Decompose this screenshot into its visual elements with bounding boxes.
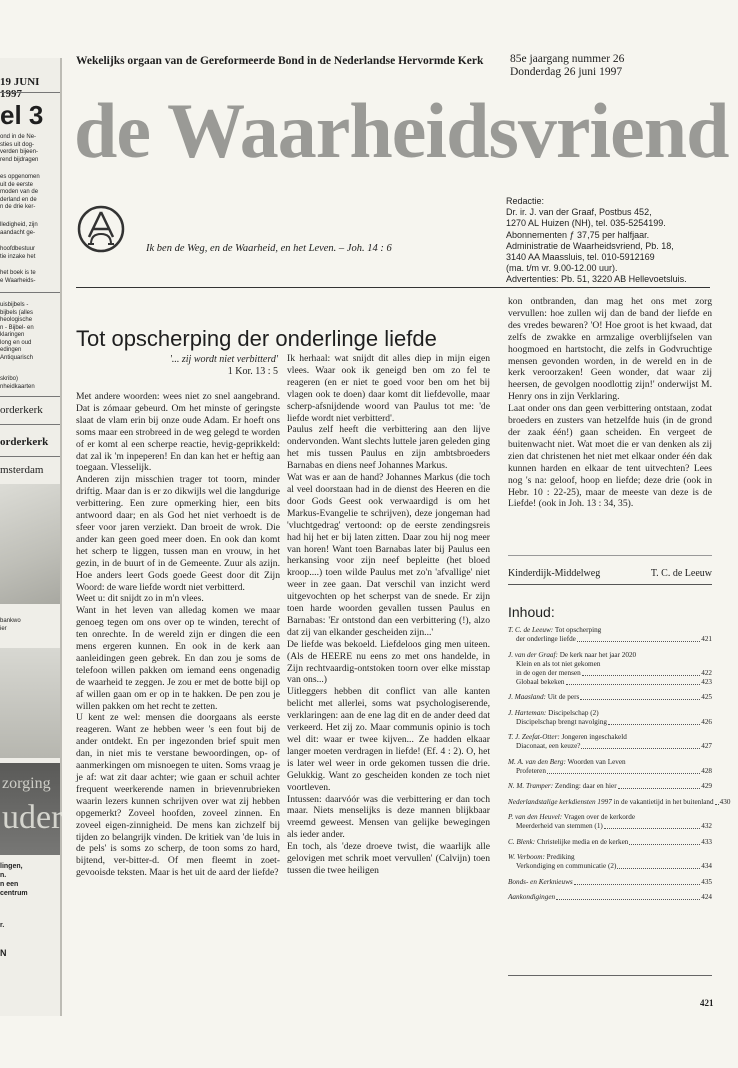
toc-page: 433 bbox=[701, 837, 712, 846]
toc-page: 423 bbox=[701, 677, 712, 686]
strip-dark-ad: zorging uder bbox=[0, 763, 60, 855]
toc-entry: J. Maasland: Uit de pers 425 bbox=[508, 693, 712, 701]
signoff-author: T. C. de Leeuw bbox=[650, 568, 712, 579]
article-column-2: Ik herhaal: wat snijdt dit alles diep in mijn eigen vlees. Waar ook ik geneigd ben om zo fel te reageren (en er niet te goed voor ben om het bij vlagen ook te doen) daar komt dit liefdevolle, maar scherp-afsnijdende woord van Paulus tot me: 'de liefde wordt niet verbitterd'. Paulus zelf heeft die verbittering aan den lijve ondervonden. Want slechts luttele jaren geleden ging het mis tussen Paulus en zijn ambtsbroeders Barnabas en diens neef Johannes Markus. Wat was er aan de hand? Johannes Markus (die toch al veel doorstaan had in de dienst des Heeren en die door Gods Geest ook verwaardigd is om het Markus-Evangelie te schrijven), deze jongeman had 'vluchtgedrag' vertoond: op de eerste zendingsreis had hij het er bij laten zitten. Daar zou hij nog meer van horen! Want toen Barnabas later bij Paulus een herkansing voor zijn neef bepleitte (het bloed kroop....) toen wilde Paulus met zo'n 'afvallige' niet weer in zee gaan. Dat verschil van inzicht werd uitgevochten op het scherpst van de snede. Er zijn toen harde woorden gevallen tussen Paulus en Barnabas: 'Er ontstond dan een verbittering (!), alzo dat zij van elkander gescheiden zijn...' De liefde was bekoeld. Liefdeloos ging men uiteen. (Als de HEERE nu eens zo met ons handelde, in Zijn rechtvaardig-ontstoken toorn over elke misstap van ons...) Uitleggers hebben dit conflict van alle kanten belicht met allerlei, soms wat psychologiserende, verklaringen: aan de ene lag dit en de ander deed dat verkeerd. Het zij zo. Maar communis opinio is toch wel dit: waar er twee kijven... Ze hadden elkaar langer moeten verdragen in liefde! (Ef. 4 : 2). O, het is later wel weer in orde gekomen tussen die drie. Gelukkig. Want zo gescheiden konden ze toch niet voortleven. Intussen: daarvóór was die verbittering er dan toch maar. Niets menselijks is deze mannen blijkbaar vreemd geweest. Mensen van gelijke bewegingen als ieder ander. En toch, als 'deze droeve twist, die waarlijk alle gelovigen met schrik moet vervullen' (Calvijn) toen tussen die twee heiligen bbox=[287, 353, 490, 876]
toc-entry: Nederlandstalige kerkdiensten 1997 in de vakantietijd in het buitenland 430 bbox=[508, 797, 731, 806]
toc-author: Nederlandstalige kerkdiensten 1997 bbox=[508, 797, 612, 806]
masthead-title: de Waarheidsvriend bbox=[74, 87, 729, 174]
strip-text-1: ond in de Ne- sties uit dog- verden bijeen- rend bijdragen bbox=[0, 134, 39, 163]
toc-author: J. Maasland: bbox=[508, 693, 546, 701]
strip-text-2: es opgenomen uit de eerste moden van de derland en de n de drie ker- bbox=[0, 174, 40, 210]
header-divider bbox=[76, 287, 710, 288]
toc-entry: T. C. de Leeuw: Tot opscherping der onderlinge liefde 421 bbox=[508, 626, 712, 643]
strip-photo bbox=[0, 484, 60, 604]
toc-page: 432 bbox=[701, 822, 712, 830]
issue-volume: 85e jaargang nummer 26 bbox=[510, 53, 625, 65]
issue-date: Donderdag 26 juni 1997 bbox=[510, 66, 623, 78]
toc-entry: P. van den Heuvel: Vragen over de kerkorde Meerderheid van stemmen (1) 432 bbox=[508, 813, 712, 830]
editorial-info: Redactie: Dr. ir. J. van der Graaf, Postbus 452, 1270 AL Huizen (NH), tel. 035-5254199. Abonnementen ƒ 37,75 per halfjaar. Administratie de Waarheidsvriend, Pb. 18, 3140 AA Maassluis, tel. 010-5912169 (ma. t/m vr. 9.00-12.00 uur). Advertenties: Pb. 51, 3220 AB Hellevoetsluis. bbox=[506, 196, 687, 285]
toc-entry: J. Harteman: Discipelschap (2) Discipelschap brengt navolging 426 bbox=[508, 708, 712, 726]
toc-page: 421 bbox=[701, 635, 712, 643]
strip-head-1: orderkerk bbox=[0, 404, 43, 416]
strip-text-6: lingen, n. n een centrum bbox=[0, 863, 28, 897]
strip-date: 19 JUNI 1997 bbox=[0, 76, 40, 100]
toc-author: N. M. Tramper: bbox=[508, 782, 554, 790]
article-title: Tot opscherping der onderlinge liefde bbox=[76, 326, 437, 351]
toc-page: 422 bbox=[701, 668, 712, 677]
article-column-1: Met andere woorden: wees niet zo snel aangebrand. Dat is zómaar gebeurd. Om het minste of geringste slaat de vlam erin bij onze oude Adam. Er hoeft ons soms maar een strobreed in de weg gelegd te worden of er komt al een scherpe reactie, hevig-geprikkeld: dat zal ik 'm inpeperen! En dan kan het er heftig aan toegaan. Vlesselijk. Anderen zijn misschien trager tot toorn, minder driftig. Maar dan is er zo dikwijls wel die langdurige verbittering. Een zure opmerking hier, een bits antwoord daar; en als God het niet verhoedt is de sfeer voor jaren verziekt. Dan broeit de wrok. Die ander kan geen goed meer doen. En ook dan komt het scherp te liggen, tussen man en vrouw, in het gezin, in de buurt of in de Gemeente. Zuur als azijn. Hoe anders leert Gods goede Geest door dit Zijn Woord: de ware liefde wordt niet verbitterd. Weet u: dit snijdt zo in m'n vlees. Want in het leven van alledag komen we maar genoeg tegen om ons over op te winden, terecht of ten onrechte. In de wereld zijn er dingen die een mens ergeren kunnen. En ook in de kerk aan aanleidingen geen gebrek. En dan zou je soms de telefoon willen pakken om iemand eens ongenadig de waarheid te zeggen. Je zou er met de botte bijl op af willen gaan om er op in te hakken. De pen zou je willen pakken om het recht te zetten. U kent ze wel: mensen die doorgaans als eerste reageren. Want ze hebben weer 's een fout bij de ander ontdekt. En per ingezonden brief spuit men dan, in niet mis te verstane bewoordingen, op- of aanmerkingen om misnoegen te uiten. Soms vraag je je af: wat zit daar achter; wie gaan er schuil achter frequent weerkerende namen in brievenrubrieken waarin lezers kunnen schrijven over wat zij hebben opgemerkt? Zoveel hoofden, zoveel zinnen. En zoveel eigen-zinnigheid. De mens kan zichzelf bij tijden zo belangrijk vinden. De kritiek van 'de luis in de pels' is soms zo scherp, de toon soms zo hard, bijtend, ver-bitter-d. Of men fleemt in zoet-gevooisde teksten. Maar is het uit de aard der liefde? bbox=[76, 391, 280, 879]
issue-info bbox=[510, 53, 624, 79]
strip-text-7: r. bbox=[0, 922, 5, 929]
toc-page: 428 bbox=[701, 766, 712, 775]
toc-page: 429 bbox=[701, 782, 712, 790]
table-of-contents bbox=[508, 626, 731, 909]
toc-entry: T. J. Zeefat-Otter: Jongeren ingeschakeld Diaconaat, een keuze? 427 bbox=[508, 733, 712, 750]
toc-entry: N. M. Tramper: Zending: daar en hier 429 bbox=[508, 782, 712, 790]
toc-author: C. Blenk: bbox=[508, 837, 536, 846]
strip-photo-2 bbox=[0, 648, 60, 758]
article-quote: '... zij wordt niet verbitterd' 1 Kor. 13 : 5 bbox=[169, 354, 278, 377]
strip-text-8: N bbox=[0, 948, 7, 958]
toc-author: J. van der Graaf: bbox=[508, 650, 558, 659]
toc-author: J. Harteman: bbox=[508, 708, 547, 717]
strip-ad-2: skribo) nheidkaarten bbox=[0, 376, 35, 390]
toc-entry bbox=[508, 878, 712, 887]
toc-entry: C. Blenk: Christelijke media en de kerken 433 bbox=[508, 837, 712, 846]
strip-text-3: lledigheid, zijn aandacht ge- bbox=[0, 222, 38, 236]
strip-text-5: het boek is te e Waarheids- bbox=[0, 270, 36, 284]
toc-page: 427 bbox=[701, 742, 712, 750]
page-number: 421 bbox=[700, 998, 714, 1008]
alpha-omega-logo bbox=[76, 204, 126, 254]
toc-entry bbox=[508, 893, 712, 902]
toc-page: 434 bbox=[701, 862, 712, 870]
strip-photo-caption: bankwo ier bbox=[0, 618, 21, 632]
toc-page: 435 bbox=[701, 877, 712, 886]
toc-author: Aankondigingen bbox=[508, 893, 556, 901]
toc-author: M. A. van den Berg: bbox=[508, 757, 566, 766]
signoff-top-rule bbox=[508, 555, 712, 556]
toc-author: P. van den Heuvel: bbox=[508, 813, 563, 821]
toc-author: W. Verboom: bbox=[508, 853, 545, 861]
contents-title: Inhoud: bbox=[508, 604, 555, 620]
toc-page: 424 bbox=[701, 893, 712, 901]
article-column-3: kon ontbranden, dan mag het ons met zorg vervullen: hoe zullen wij dan de band der liefde en des vredes bewaren? 'O! Hoe groot is het kwaad, dat zelfs de zwakke en armzalige overblijfselen van hoogmoed en hartstocht, die zelfs in Godvruchtige mensen gevonden worden, in de wereld en in de kerk veroorzaken! Geen wonder, dat waar zij heersen, de gevolgen noodlottig zijn!' onderwijst M. Henry ons in zijn Verklaring. Laat onder ons dan geen verbittering ontstaan, zodat broeders en zusters van hetzelfde huis (in de grond der zaak één!) gaan scheiden. En vergeet de buitenwacht niet. Wat moet die er van denken als zij zien dat christenen het niet met elkaar onder één dak kunnen harden en elkaar de tent uitvechten? Lees nog 's na: geloof, hoop en liefde; deze drie (ook in Hebr. 10 : 22-25), maar de meeste van deze is de Liefde! (ook in Joh. 13 : 34, 35). bbox=[508, 296, 712, 510]
strip-head-2: orderkerk bbox=[0, 436, 49, 448]
toc-page: 426 bbox=[701, 717, 712, 726]
publication-tagline: Wekelijks orgaan van de Gereformeerde Bond in de Nederlandse Hervormde Kerk bbox=[76, 55, 484, 67]
signoff-rule bbox=[508, 584, 712, 585]
toc-author: T. C. de Leeuw: bbox=[508, 626, 554, 634]
strip-heading: el 3 bbox=[0, 100, 44, 130]
strip-text-4: hoofdbestuur tie inzake het bbox=[0, 246, 36, 260]
toc-entry: M. A. van den Berg: Woorden van Leven Profeteren 428 bbox=[508, 757, 712, 775]
previous-page-strip bbox=[0, 58, 62, 1016]
strip-ad-1: uisbijbels - bijbels (alles heologische n - Bijbel- en klaringen long en oud edingen Antiquarisch bbox=[0, 302, 34, 361]
article-signoff bbox=[508, 568, 712, 579]
toc-page: 425 bbox=[701, 693, 712, 701]
toc-entry: J. van der Graaf: De kerk naar het jaar 2020 Klein en als tot niet gekomen in de ogen der mensen 422 Globaal bekeken 423 bbox=[508, 650, 712, 686]
toc-author: T. J. Zeefat-Otter: bbox=[508, 733, 560, 741]
toc-entry: W. Verboom: Prediking Verkondiging en communicatie (2) 434 bbox=[508, 853, 712, 870]
toc-page: 430 bbox=[719, 797, 731, 806]
toc-author: Bonds- en Kerknieuws bbox=[508, 877, 573, 886]
contents-bottom-rule bbox=[508, 975, 712, 976]
motto: Ik ben de Weg, en de Waarheid, en het Leven. – Joh. 14 : 6 bbox=[146, 243, 392, 254]
signoff-place: Kinderdijk-Middelweg bbox=[508, 568, 601, 579]
strip-head-3: msterdam bbox=[0, 464, 44, 476]
